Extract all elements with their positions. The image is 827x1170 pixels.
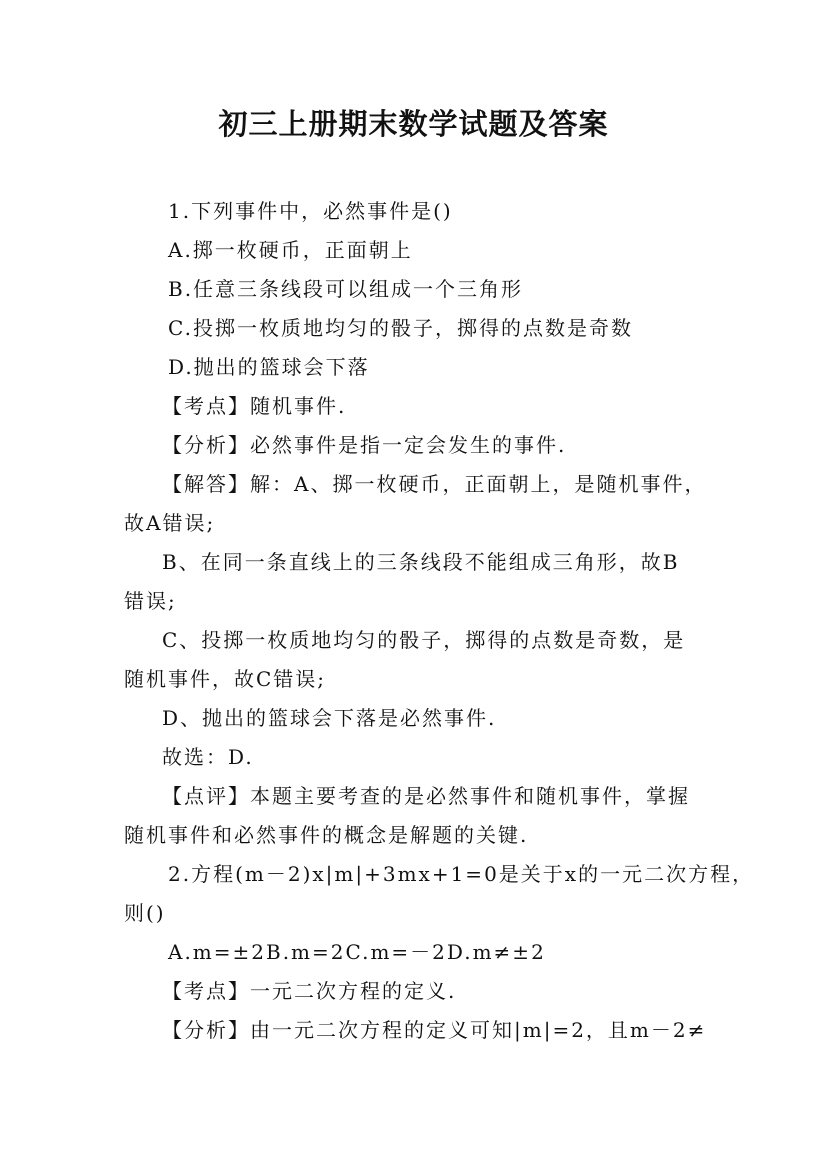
option-d: D.抛出的篮球会下落: [168, 355, 370, 379]
question-2-stem-cont: 则(): [124, 901, 166, 925]
jieda-1-b-cont: 错误;: [124, 589, 177, 613]
fenxi-2: 【分析】由一元二次方程的定义可知|m|=2，且m－2≠: [162, 1018, 707, 1042]
question-1-stem: 1.下列事件中，必然事件是(): [168, 199, 453, 223]
answer-1: 故选：D.: [162, 745, 254, 769]
jieda-1-b: B、在同一条直线上的三条线段不能组成三角形，故B: [162, 550, 680, 574]
dianping-1: 【点评】本题主要考查的是必然事件和随机事件，掌握: [162, 784, 690, 808]
option-a: A.掷一枚硬币，正面朝上: [168, 238, 413, 262]
jieda-1-d: D、抛出的篮球会下落是必然事件.: [162, 706, 497, 730]
jieda-1-c: C、投掷一枚质地均匀的骰子，掷得的点数是奇数，是: [162, 628, 686, 652]
dianping-1-cont: 随机事件和必然事件的概念是解题的关键.: [124, 823, 529, 847]
document-title: 初三上册期末数学试题及答案: [218, 107, 609, 141]
jieda-1-c-cont: 随机事件，故C错误;: [124, 667, 327, 691]
jieda-1-cont: 故A错误;: [124, 511, 216, 535]
question-2-stem: 2.方程(m－2)x|m|+3mx+1=0是关于x的一元二次方程，: [168, 862, 755, 886]
option-c: C.投掷一枚质地均匀的骰子，掷得的点数是奇数: [168, 316, 633, 340]
kaodian-1: 【考点】随机事件.: [162, 394, 347, 418]
option-b: B.任意三条线段可以组成一个三角形: [168, 277, 524, 301]
fenxi-1: 【分析】必然事件是指一定会发生的事件.: [162, 433, 567, 457]
kaodian-2: 【考点】一元二次方程的定义.: [162, 979, 457, 1003]
jieda-1: 【解答】解：A、掷一枚硬币，正面朝上，是随机事件，: [162, 472, 707, 496]
question-2-options: A.m=±2B.m=2C.m=－2D.m≠±2: [168, 940, 546, 964]
